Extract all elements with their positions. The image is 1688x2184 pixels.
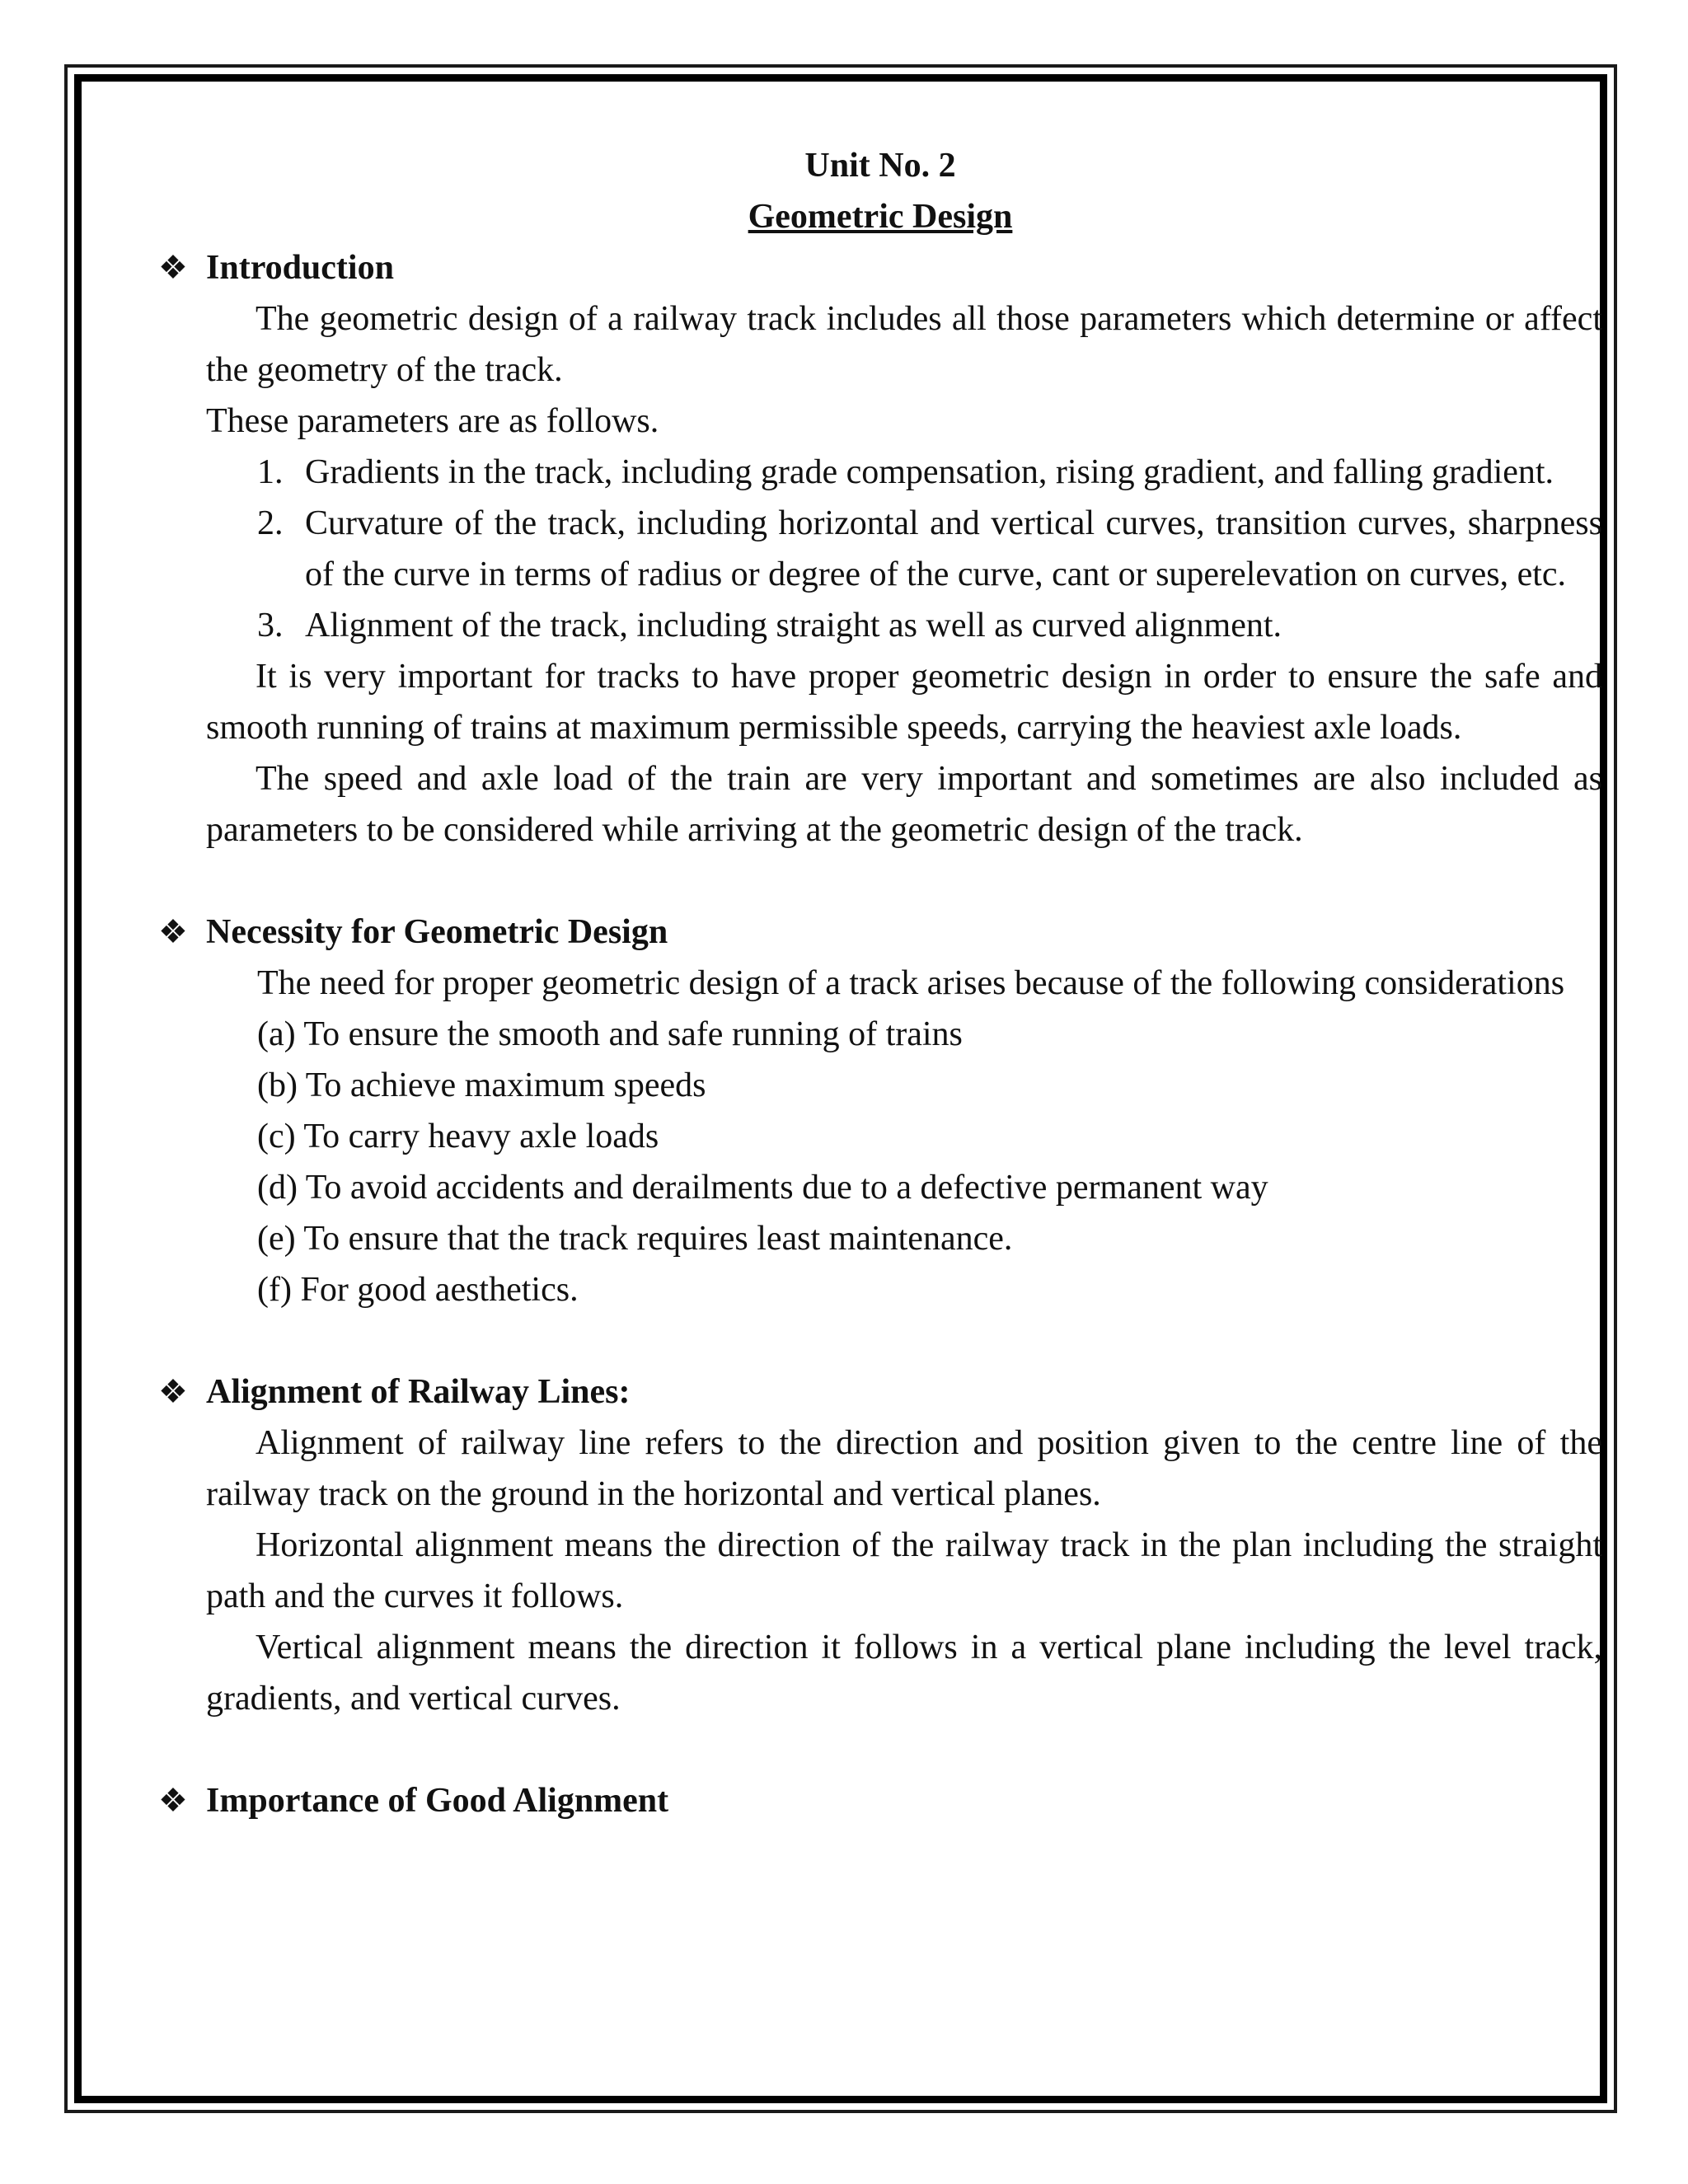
section-heading-alignment [158, 1366, 1602, 1418]
list-item: (b) To achieve maximum speeds [257, 1066, 706, 1104]
heading-text: Importance of Good Alignment [206, 1782, 669, 1820]
heading-text: Necessity for Geometric Design [206, 913, 668, 951]
alignment-paragraph-3: Vertical alignment means the direction it follows in a vertical plane including the level track, gradients, and vertical curves. [206, 1629, 1602, 1718]
list-text: Alignment of the track, including straight as well as curved alignment. [305, 607, 1282, 644]
list-item: (f) For good aesthetics. [257, 1271, 579, 1309]
intro-paragraph-3: It is very important for tracks to have proper geometric design in order to ensure the safe and smooth running of trains at maximum permissible speeds, carrying the heaviest axle loads. [206, 658, 1602, 747]
list-text: Gradients in the track, including grade compensation, rising gradient, and falling gradient. [305, 453, 1554, 491]
diamond-bullet-icon: ❖ [158, 1782, 188, 1819]
spacer [158, 1315, 1602, 1366]
diamond-bullet-icon: ❖ [158, 249, 188, 286]
diamond-bullet-icon: ❖ [158, 1373, 188, 1410]
list-text: Curvature of the track, including horizontal and vertical curves, transition curves, sharpness of the curve in terms of radius or degree of the curve, cant or superelevation on curves, etc. [305, 504, 1602, 593]
list-item: (d) To avoid accidents and derailments due to a defective permanent way [257, 1169, 1268, 1207]
unit-number: Unit No. 2 [804, 147, 956, 185]
page-title [158, 191, 1602, 242]
alignment-paragraph-2: Horizontal alignment means the direction of the railway track in the plan including the straight path and the curves it follows. [206, 1526, 1602, 1615]
page-title-text: Geometric Design [748, 198, 1013, 236]
parameters-list [158, 447, 1602, 651]
list-number: 2. [257, 504, 284, 542]
section-heading-introduction [158, 242, 1602, 293]
heading-text: Alignment of Railway Lines: [206, 1373, 631, 1411]
section-heading-importance [158, 1775, 1602, 1826]
list-item [158, 447, 1602, 498]
document-body [158, 140, 1602, 1826]
heading-text: Introduction [206, 249, 394, 287]
list-item [158, 498, 1602, 600]
list-item: (c) To carry heavy axle loads [257, 1118, 659, 1155]
spacer [158, 1724, 1602, 1775]
diamond-bullet-icon: ❖ [158, 913, 188, 950]
necessity-paragraph: The need for proper geometric design of a track arises because of the following considerations [257, 964, 1565, 1002]
list-number: 3. [257, 607, 284, 644]
list-item: (e) To ensure that the track requires least maintenance. [257, 1220, 1013, 1258]
intro-paragraph-1: The geometric design of a railway track includes all those parameters which determine or affect the geometry of the track. [206, 300, 1602, 389]
intro-paragraph-2: These parameters are as follows. [206, 402, 659, 440]
list-item [158, 600, 1602, 651]
section-heading-necessity [158, 907, 1602, 958]
list-number: 1. [257, 453, 284, 491]
alignment-paragraph-1: Alignment of railway line refers to the direction and position given to the centre line of the railway track on the ground in the horizontal and vertical planes. [206, 1424, 1602, 1513]
list-item: (a) To ensure the smooth and safe running of trains [257, 1015, 963, 1053]
intro-paragraph-4: The speed and axle load of the train are very important and sometimes are also included as parameters to be considered while arriving at the geometric design of the track. [206, 760, 1602, 849]
spacer [158, 855, 1602, 907]
considerations-list [158, 1009, 1602, 1315]
